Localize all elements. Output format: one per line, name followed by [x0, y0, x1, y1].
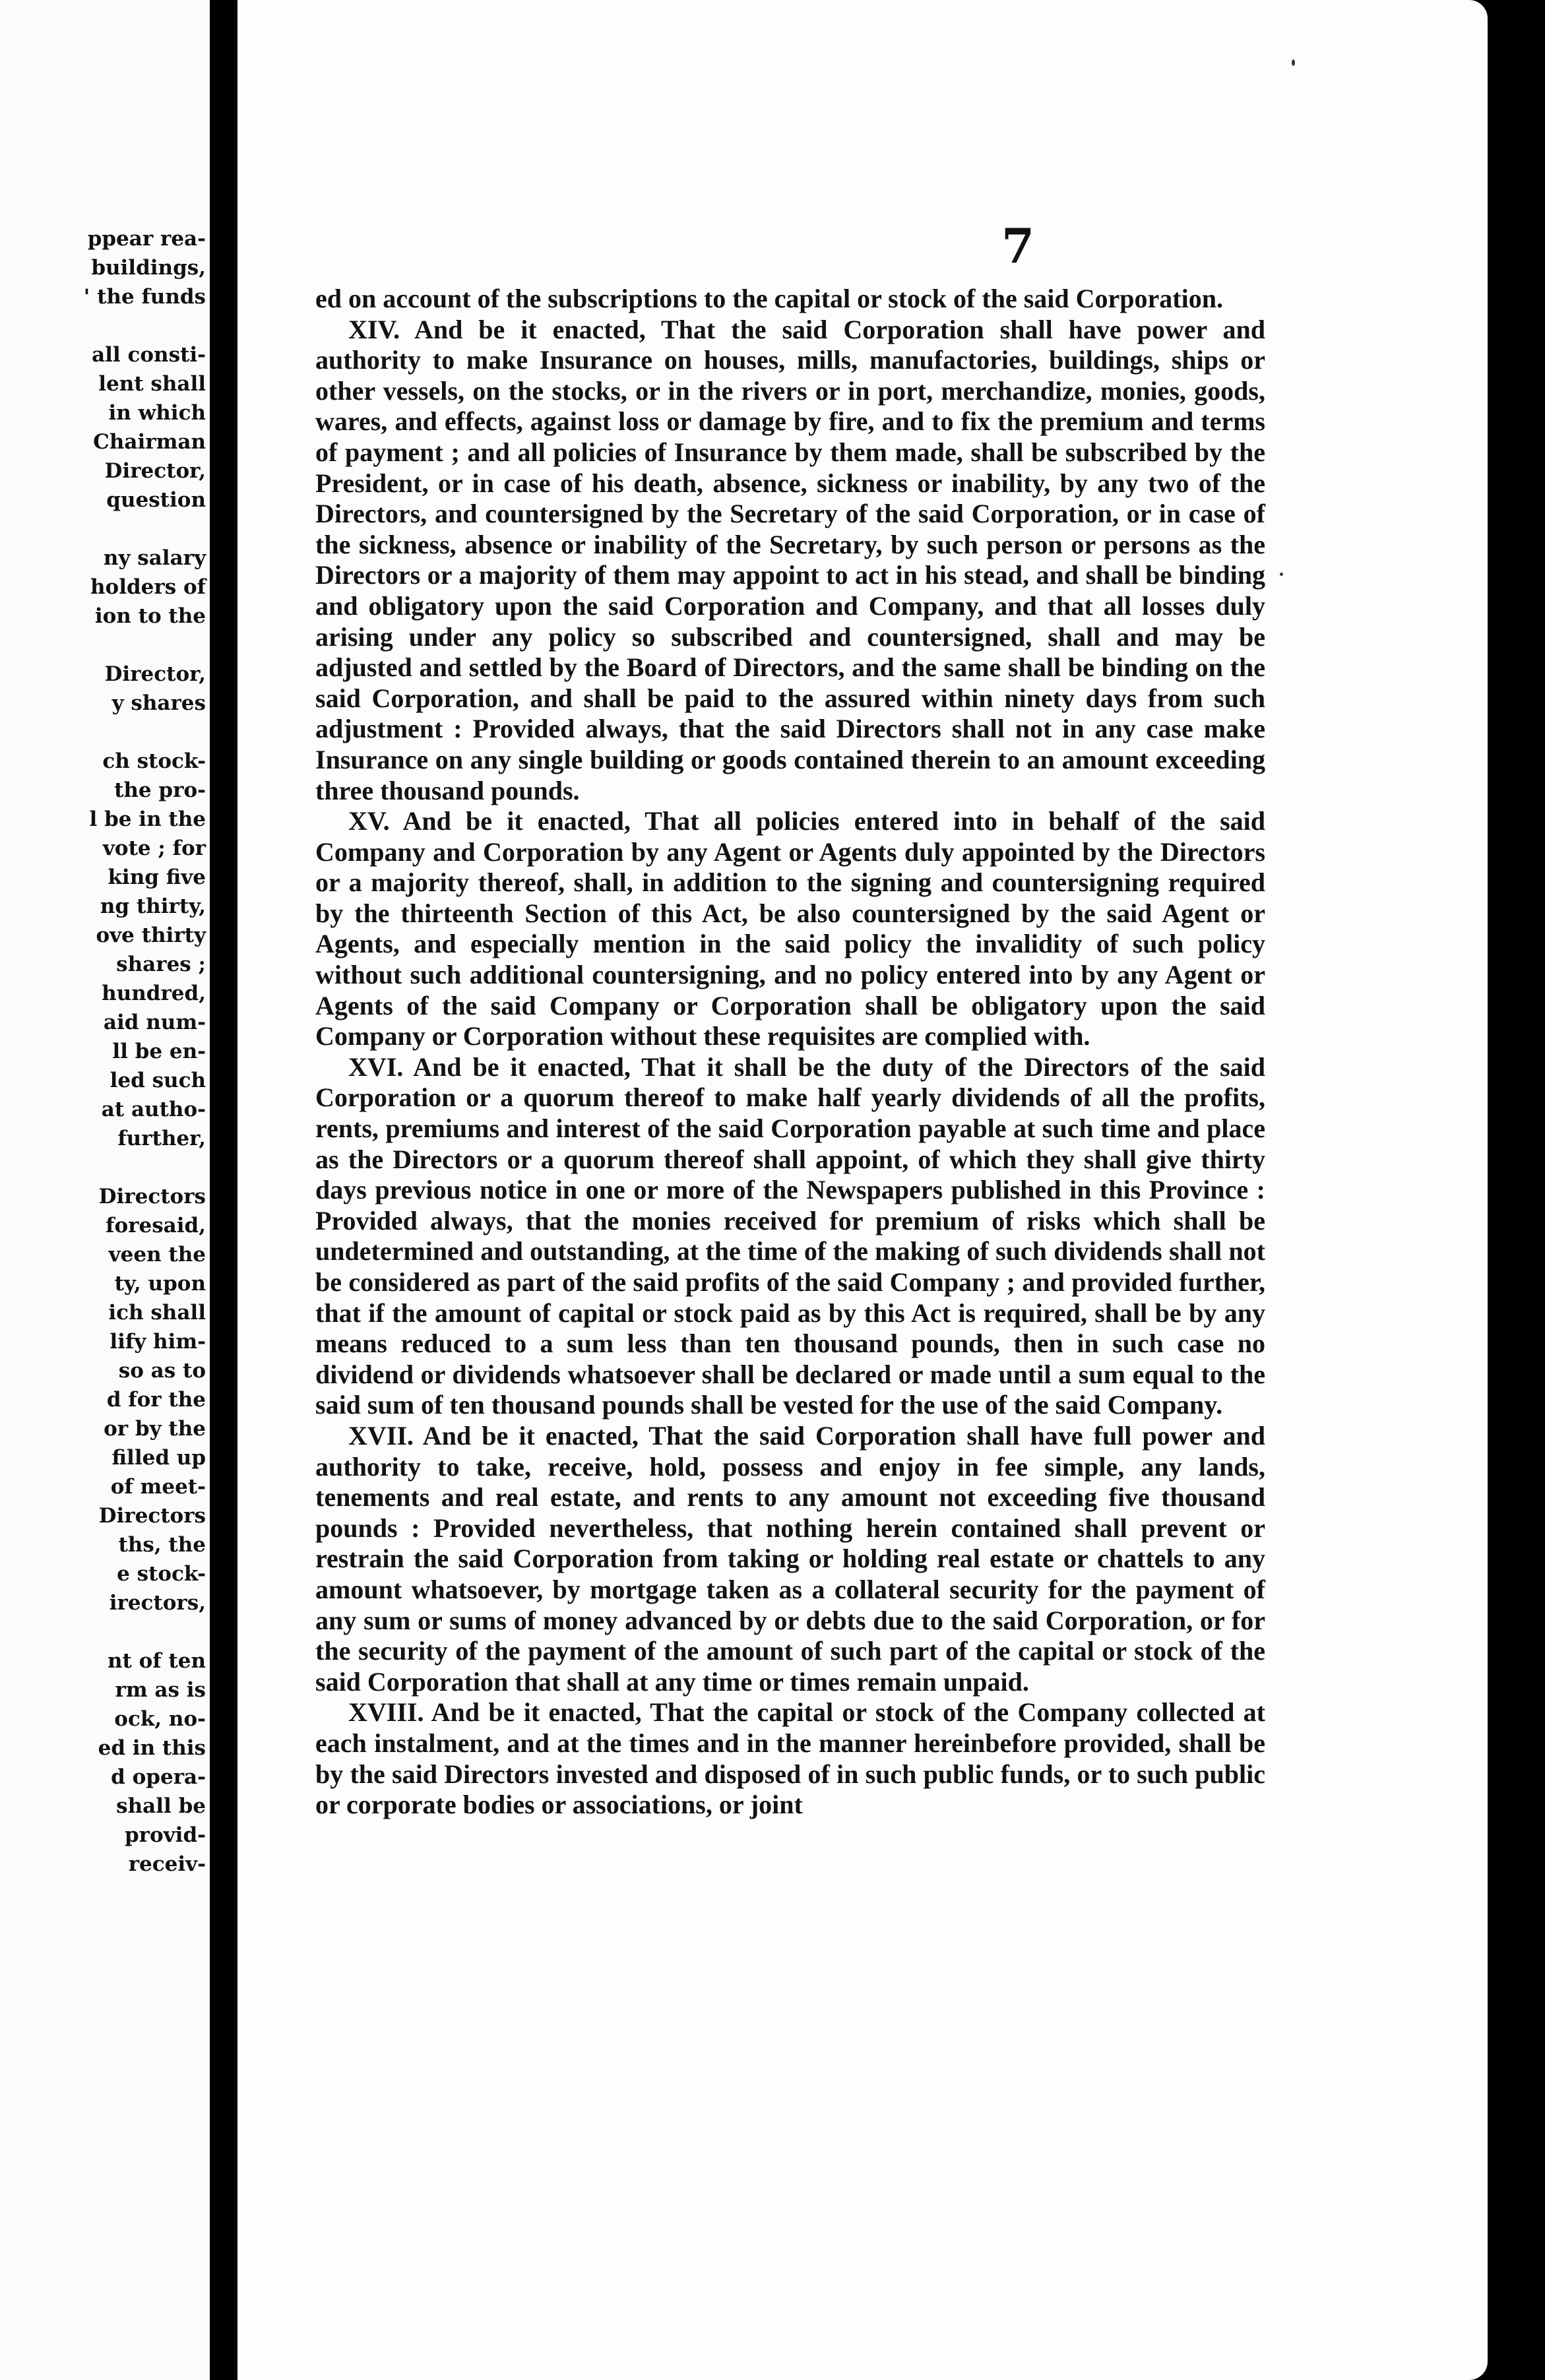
previous-page-line: ed in this: [98, 1736, 206, 1760]
previous-page-line: [84, 1617, 206, 1646]
section-xiv: XIV. And be it enacted, That the said Corporation shall have power and authority to make Insurance on houses, mills, manufactories, buildings, ships or other vessels, on the stocks, or in the rivers or in port, merchandize, monies, goods, wares, and effects, against loss or damage by fire, and to fix the premium and terms of payment ; and all policies of Insurance by them made, shall be subscribed by the President, or in case of his death, absence, sickness or inability, by any two of the Directors, and countersigned by the Secretary of the said Corporation, or in case of the sickness, absence or inability of the Secretary, by such person or persons as the Directors or a majority of them may appoint to act in his stead, and shall be binding and obligatory upon the said Corporation and Company, and that all losses duly arising under any policy so subscribed and countersigned, shall and may be adjusted and settled by the Board of Directors, and the same shall be binding on the said Corporation, and shall be paid to the assured within ninety days from such adjustment : Provided always, that the said Directors shall not in any case make Insurance on any single building or goods contained therein to an amount exceeding three thousand pounds.: [315, 314, 1265, 805]
previous-page-line: l be in the: [89, 807, 206, 831]
previous-page-line: shares ;: [116, 953, 206, 976]
previous-page-line: [84, 631, 206, 660]
previous-page-line: veen the: [108, 1243, 206, 1267]
previous-page-line: further,: [117, 1127, 206, 1150]
previous-page-line: ch stock-: [102, 749, 206, 773]
previous-page-line: ion to the: [94, 604, 206, 628]
previous-page-line: y shares: [111, 691, 206, 715]
page-number: 7: [1001, 218, 1035, 274]
previous-page-line: at autho-: [101, 1098, 206, 1121]
previous-page-line: ny salary: [103, 546, 206, 570]
previous-page-line: ty, upon: [114, 1272, 206, 1296]
paper-speck: [1280, 573, 1283, 576]
section-xvi: XVI. And be it enacted, That it shall be the duty of the Directors of the said Corporation or a quorum thereof to make half yearly dividends of all the profits, rents, premiums and interest of the said Corporation payable at such time and place as the Directors or a quorum thereof shall appoint, of which they shall give thirty days previous notice in one or more of the Newspapers published in this Province : Provided always, that the monies received for premium of risks which shall be undetermined and outstanding, at the time of the making of such dividends shall not be considered as part of the said profits of the said Company ; and provided further, that if the amount of capital or stock paid as by this Act is required, shall be by any means reduced to a sum less than ten thousand pounds, then in such case no dividend or dividends whatsoever shall be declared or made until a sum equal to the said sum of ten thousand pounds shall be vested for the use of the said Company.: [315, 1051, 1265, 1420]
previous-page-line: d opera-: [111, 1765, 206, 1789]
previous-page-line: [84, 515, 206, 544]
previous-page-line: question: [106, 488, 206, 512]
previous-page-line: foresaid,: [106, 1214, 206, 1237]
previous-page-line: in which: [108, 401, 206, 425]
previous-page-line: rm as is: [115, 1678, 206, 1702]
previous-page: [0, 0, 210, 2380]
previous-page-line: Directors: [98, 1504, 206, 1528]
previous-page-line: Director,: [104, 662, 206, 686]
previous-page-line: e stock-: [117, 1562, 206, 1586]
previous-page-line: filled up: [111, 1446, 206, 1470]
previous-page-line: so as to: [118, 1359, 206, 1383]
previous-page-line: holders of: [90, 575, 206, 599]
section-xv: XV. And be it enacted, That all policies entered into in behalf of the said Company and Corporation by any Agent or Agents duly appointed by the Directors or a majority thereof, shall, in addition to the signing and countersigning required by the thirteenth Section of this Act, be also countersigned by the said Agent or Agents, and especially mention in the said policy the invalidity of such policy without such additional countersigning, and no policy entered into by any Agent or Agents of the said Company or Corporation shall be obligatory upon the said Company or Corporation without these requisites are complied with.: [315, 806, 1265, 1051]
previous-page-line: ove thirty: [96, 924, 206, 947]
previous-page-line: provid-: [124, 1823, 206, 1847]
previous-page-line: ng thirty,: [100, 894, 206, 918]
previous-page-line: ock, no-: [114, 1707, 206, 1731]
current-page: [237, 0, 1488, 2380]
previous-page-line: ppear rea-: [87, 227, 206, 251]
previous-page-line: buildings,: [91, 256, 206, 280]
body-text: [315, 284, 1265, 1821]
page-gutter: [210, 0, 237, 2380]
previous-page-line: Chairman: [93, 430, 206, 454]
previous-page-line: ich shall: [108, 1301, 206, 1325]
previous-page-line: lent shall: [98, 372, 206, 396]
previous-page-line: all consti-: [92, 343, 206, 367]
previous-page-line: ' the funds: [83, 285, 206, 309]
section-xvii: XVII. And be it enacted, That the said Corporation shall have full power and authority to take, receive, hold, possess and enjoy in fee simple, any lands, tenements and real estate, and rents to any amount not exceeding five thousand pounds : Provided nevertheless, that nothing herein contained shall prevent or restrain the said Corporation from taking or holding real estate or chattels to any amount whatsoever, by mortgage taken as a collateral security for the payment of any sum or sums of money advanced by or debts due to the said Corporation, or for the security of the payment of the amount of such part of the capital or stock of the said Corporation that shall at any time or times remain unpaid.: [315, 1420, 1265, 1697]
previous-page-line: lify him-: [110, 1330, 206, 1354]
previous-page-line: hundred,: [102, 982, 206, 1005]
previous-page-line: d for the: [106, 1388, 206, 1412]
previous-page-line: [84, 718, 206, 747]
previous-page-line: [84, 1153, 206, 1182]
paragraph-continuation: ed on account of the subscriptions to the capital or stock of the said Corporation.: [315, 284, 1223, 313]
previous-page-line: of meet-: [110, 1475, 206, 1499]
previous-page-line: the pro-: [114, 778, 206, 802]
previous-page-line: [84, 311, 206, 340]
previous-page-line: Directors: [98, 1185, 206, 1208]
previous-page-line: king five: [108, 865, 206, 889]
previous-page-line: led such: [110, 1069, 206, 1092]
previous-page-line: nt of ten: [107, 1649, 206, 1673]
previous-page-line: vote ; for: [102, 836, 206, 860]
previous-page-line: receiv-: [128, 1852, 206, 1876]
previous-page-line: shall be: [116, 1794, 206, 1818]
previous-page-line: aid num-: [103, 1011, 206, 1034]
previous-page-line: ll be en-: [112, 1040, 206, 1063]
paper-speck: [1292, 59, 1295, 66]
previous-page-line: Director,: [104, 459, 206, 483]
previous-page-line: ths, the: [118, 1533, 206, 1557]
previous-page-line: irectors,: [109, 1591, 206, 1615]
previous-page-text: [84, 224, 206, 1879]
previous-page-line: or by the: [104, 1417, 206, 1441]
section-xviii: XVIII. And be it enacted, That the capital or stock of the Company collected at each instalment, and at the times and in the manner hereinbefore provided, shall be by the said Directors invested and disposed of in such public funds, or to such public or corporate bodies or associations, or joint: [315, 1697, 1265, 1820]
